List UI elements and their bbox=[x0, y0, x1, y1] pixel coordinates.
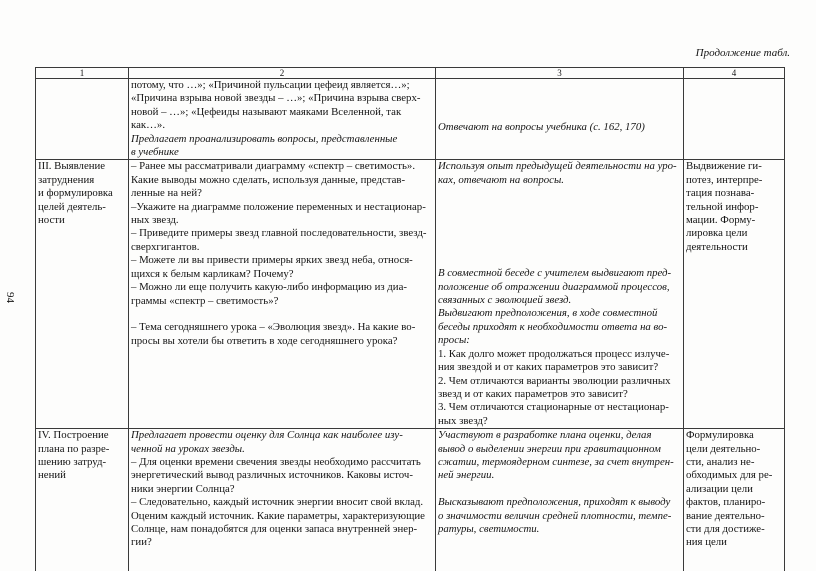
text-line: Какие выводы можно сделать, используя данные, представ- bbox=[131, 173, 406, 186]
text-line: фактов, планиро- bbox=[686, 496, 766, 509]
text-line: сверхгигантов. bbox=[131, 240, 200, 253]
text-line: мации. Форму- bbox=[686, 214, 756, 227]
teacher-activity-cell bbox=[129, 429, 436, 571]
text-line: ных звезд? bbox=[438, 414, 488, 427]
text-line: обходимых для ре- bbox=[686, 469, 773, 482]
text-line: III. Выявление bbox=[38, 160, 106, 173]
text-line: гии? bbox=[131, 536, 152, 549]
text-line: ния звездой и от каких параметров это зависит? bbox=[438, 361, 659, 374]
text-line: ности bbox=[38, 214, 65, 227]
spacer bbox=[438, 79, 681, 100]
text-line: тельной инфор- bbox=[686, 200, 759, 213]
text-line: «Причина взрыва новой звезды – …»; «Причина взрыва сверх- bbox=[131, 92, 421, 105]
text-line: в учебнике bbox=[131, 146, 179, 159]
text-line: 2. Чем отличаются варианты эволюции различных bbox=[438, 374, 671, 387]
result-cell bbox=[684, 79, 785, 160]
table-row bbox=[36, 429, 785, 571]
text-line: ния цели bbox=[686, 536, 727, 549]
text-line: просы вы хотели бы ответить в ходе сегодняшнего урока? bbox=[131, 334, 398, 347]
text-line: тация познава- bbox=[686, 187, 755, 200]
text-line: вывод о выделении энергии при гравитационном bbox=[438, 442, 661, 455]
text-line: новой – …»; «Цефеиды называют маяками Вселенной, так bbox=[131, 105, 402, 118]
text-line: – Можете ли вы привести примеры ярких звезд неба, относя- bbox=[131, 254, 413, 267]
column-number-row bbox=[36, 68, 785, 79]
column-number: 3 bbox=[436, 68, 684, 79]
text-line: ках, отвечают на вопросы. bbox=[438, 173, 564, 186]
text-line: – Можно ли еще получить какую-либо информацию из диа- bbox=[131, 281, 407, 294]
text-line: щихся к белым карликам? Почему? bbox=[131, 267, 294, 280]
column-number: 4 bbox=[684, 68, 785, 79]
spacer bbox=[438, 100, 681, 121]
stage-cell bbox=[36, 160, 129, 429]
text-line: звезд и от каких параметров это зависит? bbox=[438, 387, 628, 400]
text-line: ленные на ней? bbox=[131, 187, 202, 200]
spacer bbox=[131, 308, 433, 321]
text-line: Высказывают предположения, приходят к выводу bbox=[438, 496, 671, 509]
text-line: ченной на уроках звезды. bbox=[131, 442, 245, 455]
text-line: граммы «спектр – светимость»? bbox=[131, 294, 279, 307]
text-line: Выдвижение ги- bbox=[686, 160, 762, 173]
text-line: затруднения bbox=[38, 173, 95, 186]
table-row bbox=[36, 79, 785, 160]
text-line: положение об отражении диаграммой процессов, bbox=[438, 280, 670, 293]
text-line: сти для достиже- bbox=[686, 522, 765, 535]
text-line: и формулировка bbox=[38, 187, 113, 200]
text-line: IV. Построение bbox=[38, 429, 109, 442]
column-number: 1 bbox=[36, 68, 129, 79]
text-line: Используя опыт предыдущей деятельности на уро- bbox=[438, 160, 677, 173]
text-line: – Следовательно, каждый источник энергии вносит свой вклад. bbox=[131, 496, 424, 509]
text-line: сти, анализ не- bbox=[686, 455, 755, 468]
text-line: ратуры, светимости. bbox=[438, 522, 540, 535]
text-line: ней энергии. bbox=[438, 469, 495, 482]
lesson-plan-table bbox=[35, 67, 785, 571]
text-line: Солнце, нам понадобятся для оценки запаса внутренней энер- bbox=[131, 522, 418, 535]
student-activity-cell bbox=[436, 79, 684, 160]
teacher-activity-cell bbox=[129, 160, 436, 429]
text-line: –Укажите на диаграмме положение переменных и нестационар- bbox=[131, 200, 426, 213]
text-line: – Тема сегодняшнего урока – «Эволюция звезд». На какие во- bbox=[131, 321, 416, 334]
text-line: связанных с эволюцией звезд. bbox=[438, 294, 572, 307]
text-line: ники энергии Солнца? bbox=[131, 482, 235, 495]
text-line: Оценим каждый источник. Какие параметры, характеризующие bbox=[131, 509, 425, 522]
stage-cell bbox=[36, 429, 129, 571]
text-line: ализации цели bbox=[686, 482, 753, 495]
text-line: Отвечают на вопросы учебника (с. 162, 170) bbox=[438, 121, 645, 133]
student-activity-cell bbox=[436, 160, 684, 429]
text-line: шению затруд- bbox=[38, 455, 107, 468]
text-line: 3. Чем отличаются стационарные от нестационар- bbox=[438, 401, 669, 414]
text-line: – Приведите примеры звезд главной последовательности, звезд- bbox=[131, 227, 427, 240]
text-line: беседы приходят к необходимости ответа на во- bbox=[438, 320, 668, 333]
page-number: 94 bbox=[4, 292, 16, 303]
result-cell bbox=[684, 429, 785, 571]
text-line: о значимости величин средней плотности, темпе- bbox=[438, 509, 672, 522]
stage-cell bbox=[36, 79, 129, 160]
text-line: Выдвигают предположения, в ходе совместной bbox=[438, 307, 658, 320]
text-line: потез, интерпре- bbox=[686, 173, 763, 186]
text-line: как…». bbox=[131, 119, 166, 132]
text-line: цели деятельно- bbox=[686, 442, 761, 455]
text-line: Участвуют в разработке плана оценки, делая bbox=[438, 429, 652, 442]
spacer bbox=[438, 483, 681, 496]
text-line: Предлагает проанализировать вопросы, представленные bbox=[131, 132, 398, 145]
text-line: деятельности bbox=[686, 240, 748, 253]
text-line: вание деятельно- bbox=[686, 509, 765, 522]
text-line: сжатии, термоядерном синтезе, за счет внутрен- bbox=[438, 455, 674, 468]
text-line: В совместной беседе с учителем выдвигают пред- bbox=[438, 267, 672, 280]
result-cell bbox=[684, 160, 785, 429]
text-line: потому, что …»; «Причиной пульсации цефеид является…»; bbox=[131, 79, 410, 91]
text-line: энергетический вывод различных источников. Каковы источ- bbox=[131, 469, 413, 482]
text-line: ных звезд. bbox=[131, 214, 179, 227]
continuation-label: Продолжение табл. bbox=[695, 47, 790, 59]
text-line: нений bbox=[38, 469, 66, 482]
spacer bbox=[438, 187, 681, 267]
text-line: 1. Как долго может продолжаться процесс излуче- bbox=[438, 347, 670, 360]
text-line: Формулировка bbox=[686, 429, 754, 442]
text-line: Предлагает провести оценку для Солнца как наиболее изу- bbox=[131, 429, 403, 442]
text-line: – Для оценки времени свечения звезды необходимо рассчитать bbox=[131, 455, 421, 468]
student-activity-cell bbox=[436, 429, 684, 571]
column-number: 2 bbox=[129, 68, 436, 79]
text-line: целей деятель- bbox=[38, 200, 106, 213]
text-line: плана по разре- bbox=[38, 442, 110, 455]
teacher-activity-cell bbox=[129, 79, 436, 160]
text-line: лировка цели bbox=[686, 227, 748, 240]
text-line: – Ранее мы рассматривали диаграмму «спектр – светимость». bbox=[131, 160, 416, 173]
text-line: просы: bbox=[438, 334, 470, 347]
table-row bbox=[36, 160, 785, 429]
